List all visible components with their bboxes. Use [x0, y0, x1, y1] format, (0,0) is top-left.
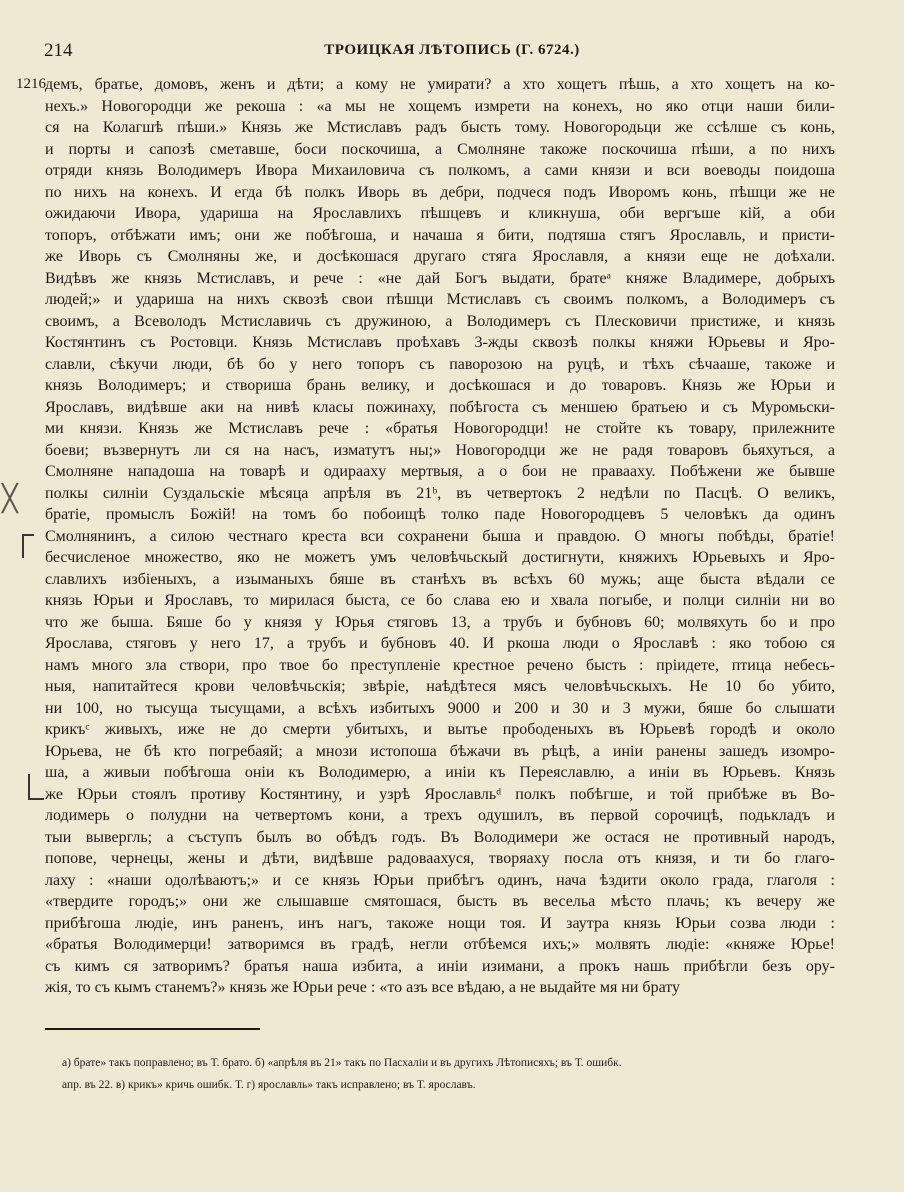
- text-line: ся на Колагшѣ пѣши.» Князь же Мстиславъ радъ бысть тому. Новогородьци же ссѣлше съ конь,: [45, 119, 835, 136]
- text-line: что же быша. Бяше бо у князя у Юрья стяговъ 13, а трубъ и бубновъ 60; молвяхуть бо и про: [45, 613, 835, 631]
- handwritten-x-mark: ╳: [2, 484, 18, 514]
- text-line: князь Володимеръ; и створиша брань велику, и досѣкошася и до товаровъ. Князь же Юрьи и: [45, 377, 835, 394]
- text-line: Смолнянинъ, а силою честнаго креста вси сохранени быша и правдою. О многы побѣды, братіе!: [45, 527, 835, 545]
- margin-year: 1216: [16, 76, 46, 92]
- page-number: 214: [44, 40, 73, 61]
- running-title: ТРОИЦКАЯ ЛѢТОПИСЬ (Г. 6724.): [324, 42, 580, 58]
- text-line: ожидаючи Ивора, удариша на Ярославлихъ пѣшцевъ и кликнуша, оби вергъше кій, а оби: [45, 205, 835, 222]
- footnote-line: а) брате» такъ поправлено; въ Т. брато. б) «апрѣля въ 21» такъ по Пасхаліи и въ другихъ Лѣтописяхъ; въ Т. ошибк.: [62, 1057, 622, 1069]
- text-line: ни 100, но тысуща тысущами, а всѣхъ избитыхъ 9000 и 200 и 30 и 3 мужи, бяше бо слышати: [45, 699, 835, 717]
- text-line: тыи вывергль; а съступъ былъ во обѣдъ годъ. Въ Володимери же остася не противный народъ,: [45, 828, 835, 846]
- text-line: Смолняне нападоша на товарѣ и одираахy мертвыя, а о бои не праваaxу. Побѣжени же бывше: [45, 463, 835, 480]
- text-line: боеви; възвернутъ ли ся на насъ, изматутъ ны;» Новогородци же не радя товаровъ бьяхуться, а: [45, 441, 835, 459]
- text-line: полкы силніи Суздальскіе мѣсяца апрѣля въ 21ᵇ, въ четвертокъ 2 недѣли по Пасцѣ. О великъ,: [45, 484, 835, 502]
- text-line: славлихъ избіеныхъ, а изыманыхъ бяше въ станѣхъ въ всѣхъ 60 мужь; аще быста вѣдали се: [45, 570, 835, 588]
- text-line: лодимерь о полудни на четвертомъ кони, а трехъ одушилъ, въ первой сорочицѣ, подькладъ и: [45, 807, 835, 824]
- text-line: лаху : «наши одолѣваютъ;» и се князь Юрьи прибѣгъ одинъ, нача ѣздити около града, глаголя :: [45, 871, 835, 889]
- footnote-rule: [45, 1028, 260, 1030]
- text-line: съ кимъ ся затворимъ? братья наша избита, а иніи изимани, а прокъ нашь прибѣгли безъ ору-: [45, 957, 835, 975]
- text-line: Ярославъ, видѣвше аки на нивѣ класы пожинаху, побѣгоста съ меншею братьею и съ Муромьски-: [45, 398, 835, 416]
- text-line: жія, то съ кымъ станемъ?» князь же Юрьи рече : «то азъ все вѣдаю, а не выдайте мя ни брату: [45, 979, 681, 996]
- text-line: намъ много зла створи, про твое бо преступленіе крестное речено бысть : пріидете, птица небесь-: [45, 656, 835, 674]
- text-line: нехъ.» Новогородци же рекоша : «а мы не хощемъ измрети на конехъ, но яко отци наши били-: [45, 97, 835, 115]
- text-line: по нихъ на конехъ. И егда бѣ полкъ Иворь въ дебри, подчеся подъ Иворомъ конь, пѣшци же не: [45, 183, 835, 201]
- text-line: братіе, промыслъ Божій! на томъ бо побоищѣ толко паде Новогородцевъ 5 человѣкъ да одинъ: [45, 506, 835, 523]
- text-line: прибѣгоша людіе, инъ раненъ, инъ нагъ, такоже нощи тоя. И заутра князь Юрьи созва люди :: [45, 914, 835, 932]
- text-line: бесчисленое множество, яко не можетъ умъ человѣчьскый достигнути, княжихъ Юрьевыхъ и Яро-: [45, 549, 835, 566]
- text-line: Костянтинъ съ Ростовци. Князь Мстиславъ проѣхавъ 3-жды сквозѣ полкы княжи Юрьевы и Яро-: [45, 334, 835, 351]
- handwritten-bracket-mark: [22, 534, 34, 558]
- text-line: Ярослава, стяговъ у него 17, а трубъ и бубновъ 40. И ркоша люди о Ярославѣ : яко тобою ся: [45, 635, 835, 652]
- footnotes: [62, 1052, 852, 1096]
- page-header: [44, 40, 860, 70]
- footnote-line: апр. въ 22. в) крикъ» кричь ошибк. Т. г) ярославль» такъ исправлено; въ Т. ярославъ.: [62, 1079, 476, 1091]
- text-line: Юрьева, не бѣ кто погребаяй; а мнози истопоша бѣжачи въ рѣцѣ, а инiи ранены зашедъ изомро-: [45, 742, 835, 760]
- text-line: же Юрьи стоялъ противу Костянтину, и узрѣ Ярославльᵈ полкъ побѣгше, и той прибѣже въ Во-: [45, 785, 835, 803]
- text-line: попове, чернецы, жены и дѣти, видѣвше радоваахуся, творяахy посла отъ князя, и ти бо глаго-: [45, 850, 835, 867]
- text-line: людей;» и удариша на нихъ сквозѣ свои пѣшци Мстиславъ съ своимъ полкомъ, а Володимеръ съ: [45, 291, 835, 308]
- text-line: славли, сѣкучи люди, бѣ бо у него топоръ съ паворозою на руцѣ, и тѣхъ сѣчааше, такоже и: [45, 355, 835, 373]
- text-line: же Иворь съ Смолняны же, и досѣкошася другаго стяга Ярославля, а князи еще не доѣхали.: [45, 248, 835, 265]
- text-line: ша, а живыи побѣгоша оніи къ Володимерю, а иніи къ Переяславлю, а иніи въ Юрьевъ. Князь: [45, 764, 835, 781]
- text-line: «твердите городъ;» они же слышавше смятошася, бысть въ весельа мѣсто плачь; къ вечеру же: [45, 893, 835, 910]
- text-line: ми князи. Князь же Мстиславъ рече : «братья Новогородци! не стойте къ товару, прилежните: [45, 420, 835, 437]
- chronicle-text: [45, 74, 835, 999]
- text-line: крикъᶜ живыхъ, иже не до смерти убитыхъ, и вытье прободеныхъ въ Юрьевѣ городѣ и около: [45, 721, 835, 738]
- text-line: своимъ, а Всеволодъ Мстиславичь съ дружиною, а Володимеръ съ Плесковичи пристиже, и князь: [45, 312, 835, 330]
- text-line: отряди князь Володимеръ Ивора Михаиловича съ полкомъ, а сами князи и вси воеводы поидоша: [45, 162, 835, 179]
- text-line: князь Юрьи и Ярославъ, то мирилася быста, се бо слава ею и хвала погыбе, и полци силніи ни во: [45, 592, 835, 609]
- text-line: ныя, напитайтеся крови человѣчьскія; звѣріе, наѣдѣтеся мясъ человѣчьскыхъ. Не 10 бо убито,: [45, 678, 835, 695]
- text-line: Видѣвъ же князь Мстиславъ, и рече : «не дай Богъ выдати, братеᵃ княже Владимере, добрыхъ: [45, 269, 835, 287]
- text-line: топоръ, отбѣжати имъ; они же побѣгоша, и начаша я бити, подтяша стягъ Ярославль, и присти-: [45, 226, 835, 244]
- handwritten-bracket-mark: [28, 774, 44, 800]
- text-line: демъ, братье, домовъ, женъ и дѣти; а кому не умирати? а хто хощетъ пѣшь, а хто хощетъ на ко-: [45, 76, 835, 93]
- text-line: «братья Володимерци! затворимся въ градѣ, негли отбѣемся ихъ;» молвять людіе: «княже Юрье!: [45, 936, 835, 953]
- text-line: и порты и сапозѣ сметавше, боси поскочиша, а Смолняне такоже поскочиша пѣши, а по нихъ: [45, 140, 835, 158]
